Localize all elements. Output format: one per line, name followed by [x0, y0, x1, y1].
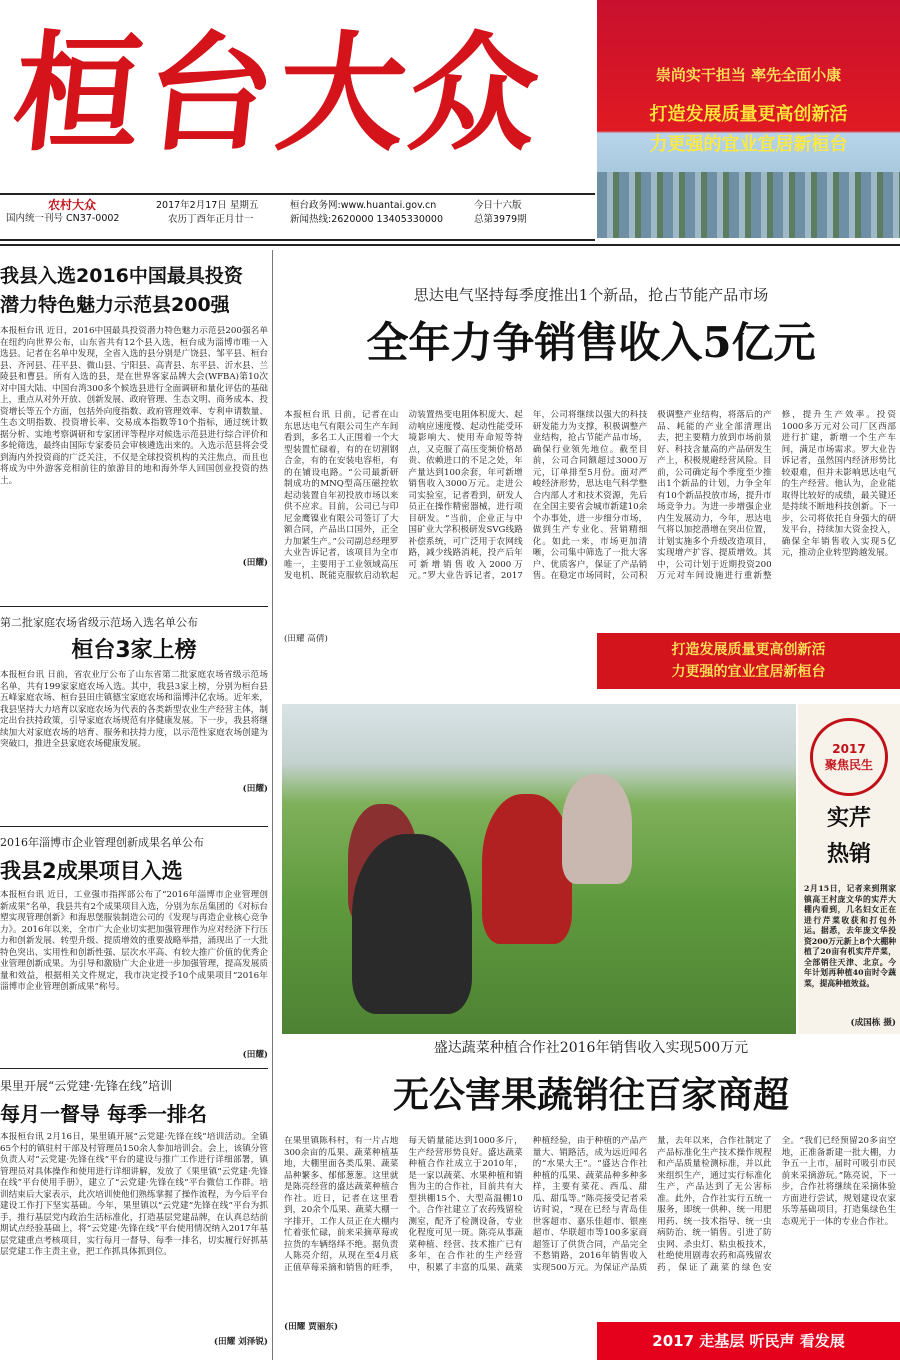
headline-2: 潜力特色魅力示范县200强: [0, 294, 230, 316]
vegetable-article-body: 在果里镇陈科村，有一片占地300余亩的瓜果、蔬菜种植基地，大棚里面各类瓜果、蔬菜品种繁多、郁郁葱葱。这里就是陈亮经营的盛达蔬菜种植合作社。近日，记者在这里看到，20余个瓜果、蔬菜大棚一字排开，工作人员正在大棚内忙着张忙碌，前来采摘草莓或拉货的车辆络绎不绝。据负责人陈亮介绍，从现在至4月底正值草莓采摘和销售的旺季，每天销量能达到1000多斤，生产经营形势良好。盛达蔬菜种植合作社成立于2010年，是一家以蔬菜、水果种植和销售为主的合作社，目前共有大型拱棚15个、大型高温棚10个。合作社建立了农药残留检测室，配齐了检测设备，专业化程度可见一斑。陈亮从事蔬菜种植、经营、技术推广已有多年，在合作社的生产经营中，积累了丰富的瓜果、蔬菜种植经验，由于种植的产品产量大、销路活，成为远近闻名的“水果大王”。“盛达合作社种植的瓜果、蔬菜品种多种多样，主要有菜花、西瓜、甜瓜、甜瓜等。”陈亮接受记者采访时说，“现在已经与青岛佳世客超市、嘉乐佳超市、银座超市、华联超市等100多家商超签订了供货合同，产品完全不愁销路，2016年销售收入实现500万元。为保证产品质量，去年以来，合作社制定了产品标准化生产技术操作规程和产品质量检测标准，并以此来组织生产，通过实行标准化生产，产品达到了无公害标准。此外，合作社实行五统一服务，即统一供种、统一用肥用药、统一技术指导、统一虫病防治、统一销售。引进了防虫网、杀虫灯、粘虫板技术，杜绝使用剧毒农药和高残留农药，保证了蔬菜的绿色安全。“我们已经预留20多亩空地，正准备新建一批大棚，力争五一上市，届时可吸引市民前来采摘游玩。”陈亮说，下一步，合作社将继续在采摘体验方面进行尝试，规划建设农家乐等基础项目，打造集绿色生态观光于一体的专业合作社。: [284, 1136, 896, 1273]
article-body: 本报桓台讯 日前，省农业厅公布了山东省第二批家庭农场省级示范场名单，共有199家家庭农场入选。其中，我县3家上榜，分别为桓台县五峰家庭农场、桓台县田庄镇德宝家庭农场和淄博沣亿农场。近年来，我县坚持大力培育以家庭农场为代表的各类新型农业生产经营主体，制定出台扶持政策，引导家庭农场规范有序健康发展。下一步，我县将继续加大对家庭农场的培育、服务和扶持力度，以示范性家庭农场创建为突破口，推进全县家庭农场健康发展。: [0, 670, 268, 749]
focus-livelihood-stamp: 2017 聚焦民生: [810, 718, 888, 796]
newspaper-title: 桓台大众: [6, 19, 550, 169]
celery-harvest-photo: [282, 704, 796, 1034]
headline: 桓台3家上榜: [71, 638, 197, 663]
page-count: 今日十六版: [474, 200, 522, 211]
lead-headline-block: [282, 282, 900, 392]
city-skyline-image: [597, 172, 900, 238]
slogan-line-2: 力更强的宜业宜居新桓台: [671, 664, 826, 680]
banner-slogan-1: 崇尚实干担当 率先全面小康: [655, 66, 842, 84]
lead-headline: 全年力争销售收入5亿元: [366, 318, 816, 367]
top-banner: [597, 0, 900, 238]
article-body: 本报桓台讯 近日，2016中国最具投资潜力特色魅力示范县200强名单在纽约向世界公布，山东省共有12个县入选，桓台成为淄博市唯一入选县。记者在名单中发现，全省入选的县分别是广饶县、邹平县、桓台县、齐河县、茌平县、微山县、宁阳县、高青县、东平县、沂水县、兰陵县和曹县。所有入选的县，是在世界客家品牌大会(WFBA)第10次对中国大陆、中国台湾300多个候选县进行全面调研和量化评估的基础上，重点从对外开放、创新发展、政府管理、生态文明、商务成本、投资增长等五个方面，包括外向度指数、政府管理效率、专利申请数量、生态文明指数、投资增长率、交易成本指数等10个指标，通过统计数据分析、实地考察调研和专家团评等程序对候选示范县进行综合评价和多轮筛选，最终由国际专家委员会审核遴选出来的。入选示范县将会受到海内外投资商的广泛关注，不仅是全球投资机构的关注焦点，而且也将成为中外游客竞相前往的旅游目的地和海外华人回国创业投资的热土。: [0, 326, 268, 486]
article-body: 本报桓台讯 近日，工业强市指挥部公布了“2016年淄博市企业管理创新成果”名单，我县共有2个成果项目入选，分别为东岳集团的《对标台塑实现管理创新》和海思堡服装制造公司的《发现与再造企业核心竞争力》。2016年以来，全市广大企业切实把加强管理作为应对经济下行压力和创新发展、转型升级、提质增效的重要战略举措，涌现出了一大批特色突出、实用性和创新性强、层次水平高、有较大推广价值的优秀企业管理创新成果。为引导和激励广大企业进一步加强管理，提高发展质量和效益，根据相关文件规定，我市决定授予10个成果项目“2016年淄博市企业管理创新成果”称号。: [0, 890, 268, 992]
kicker: 思达电气坚持每季度推出1个新品，抢占节能产品市场: [413, 286, 769, 304]
cn-number: 国内统一刊号 CN37-0002: [6, 213, 120, 224]
headline: 无公害果蔬销往百家商超: [392, 1074, 789, 1116]
masthead-info-bar: [0, 193, 595, 241]
bottom-red-strip: 2017 走基层 听民声 看发展: [597, 1322, 900, 1360]
kicker: 盛达蔬菜种植合作社2016年销售收入实现500万元: [433, 1040, 749, 1056]
issue-date: 2017年2月17日 星期五: [156, 200, 259, 211]
byline: (田耀): [242, 558, 268, 568]
photo-caption: 2月15日，记者来到荆家镇高王村庞文华的实芹大棚内看到，几名妇女正在进行芹菜收获和打包外运。据悉，去年庞文华投资200万元新上8个大棚种植了20亩有机实芹芹菜，全部销往天津、北京。今年计划再种植40亩时令蔬菜，提高种植效益。: [804, 884, 896, 988]
slogan-line-1: 打造发展质量更高创新活: [671, 642, 826, 658]
vegetable-headline-block: [282, 1036, 900, 1136]
hotline: 新闻热线:2620000 13405330000: [290, 214, 444, 225]
lead-byline-2: (田耀 高倩): [284, 634, 328, 644]
headline: 每月一督导 每季一排名: [0, 1102, 207, 1126]
byline: (田耀): [218, 784, 268, 796]
photo-credit: (成国栋 摄): [850, 1018, 896, 1028]
byline: (田耀 刘泽锐): [213, 1337, 268, 1347]
banner-slogan-2: 打造发展质量更高创新活 力更强的宜业宜居新桓台: [649, 104, 848, 155]
headline: 我县2成果项目入选: [0, 859, 183, 883]
kicker: 第二批家庭农场省级示范场入选名单公布: [0, 616, 198, 629]
photo-title: 实芹 热销: [826, 805, 871, 867]
masthead: [0, 0, 595, 190]
vegetable-byline: (田耀 贾丽东): [284, 1322, 339, 1332]
headline: 我县入选2016中国最具投资: [0, 265, 243, 287]
article-family-farm: [0, 614, 268, 814]
kicker: 果里开展“云党建·先锋在线”培训: [0, 1079, 173, 1093]
website: 桓台政务网:www.huantai.gov.cn: [290, 200, 437, 211]
red-slogan-box: [597, 633, 900, 689]
kicker: 2016年淄博市企业管理创新成果名单公布: [0, 836, 204, 849]
photo-caption-panel: [798, 704, 900, 1034]
article-investment-county: [0, 262, 268, 602]
lead-article-body-tail: [284, 634, 594, 690]
brand-logo-text: 农村大众: [48, 198, 97, 212]
article-management-innovation: [0, 834, 268, 1064]
issue-number: 总第3979期: [474, 214, 527, 225]
article-body: 本报桓台讯 2月16日，果里镇开展“云党建·先锋在线”培训活动。全镇65个村的镇驻村干部及村管理员150余人参加培训会。会上，该镇分管负责人对“云党建·先锋在线”平台的建设与推广工作进行详细部署，镇管理员对具体操作和使用进行详细讲解，发放了《果里镇“云党建·先锋在线”平台使用手册》，建立了“云党建·先锋在线”平台微信工作群。培训结束后大家表示，此次培训使他们熟练掌握了操作流程，为今后平台建设工作打下坚实基础。今年，果里镇以“云党建”先锋在线”平台为抓手，推行基层党内政治生活标准化，打造基层党建品牌，在认真总结前期试点经验基础上，将“云党建·先锋在线”平台使用情况纳入2017年基层党建重点考核项目，实行每月一督导、每季一排名，切实履行好抓基层党建工作主责主业，把工作抓具体抓到位。: [0, 1132, 268, 1257]
lead-article-body: 本报桓台讯 日前，记者在山东思达电气有限公司生产车间看到，多名工人正围着一个大型装置忙碌着，有的在切割钢合金，有的在安装电容柜，有的在铺设电路。“公司最新研制成功的MNQ型高压磁控软起动装置自年初投放市场以来供不应求。目前，公司已与印尼金鹰镍业有限公司签订了大额合同，产品出口国外，正全力加紧生产。”公司副总经理罗大业告诉记者，该项目为全市唯一，主要用于工业领域高压发电机、既能克服软启动软起动装置热变电阻体积庞大、起动响应速度慢、起动性能受环境影响大、使用寿命短等特点，又克服了高压变频价格昂贵、依赖进口的不足之处，年产量达到100余套，年可新增销售收入3000万元。走进公司实验室，记者看到，研发人员正在操作精密器械，进行项目研发。“当前，企业正与中国矿业大学积极研发SVG线路补偿系统，可广泛用于农网线路，减少线路消耗，投产后年可新增销售收入2000万元。”罗大业告诉记者，2017年，公司将继续以强大的科技研发能力为支撑，积极调整产业结构，抢占节能产品市场，确保行业领先地位。截至目前，公司合同额超过3000万元，订单排至5月份。面对严峻经济形势，思达电气科学整合内部人才和技术资源，先后在全国主要省会城市新建10余个办事处，进一步细分市场，做到生产专业化、营销精细化。如此一来，市场更加清晰，公司集中筛选了一批大客户、优质客户，保证了产品销售。在稳定市场同时，公司积极调整产业结构，将落后的产品、耗能的产业全部清理出去，把主要精力放到市场前景好、科技含量高的产品研发生产上，积极规避经营风险。目前，公司确定每个季度至少推出1个新品的计划，力争全年有10个新品投放市场，提升市场竞争力。为进一步增强企业内生发展动力，今年，思达电气将以加挖潜增在突出位置，计划实施多个升级改造项目，实现增产扩容、提质增效。其中，公司计划于近期投资200万元对车间设施进行重新整修，提升生产效率。投资1000多万元对公司厂区西部进行扩建，新增一个生产车间，满足市场需求。罗大业告诉记者，虽然国内经济形势比较艰难，但并未影响思达电气的生产经营。他认为，企业能取得比较好的成绩，最关键还是持续不断地科技创新。下一步，公司将依托自身强大的研发平台，持续加大资金投入，确保全年销售收入实现5亿元，推动企业转型跨越发展。: [284, 410, 896, 581]
article-cloud-party: [0, 1076, 268, 1360]
lunar-date: 农历丁酉年正月廿一: [168, 214, 254, 225]
byline: (田耀): [242, 1050, 268, 1060]
